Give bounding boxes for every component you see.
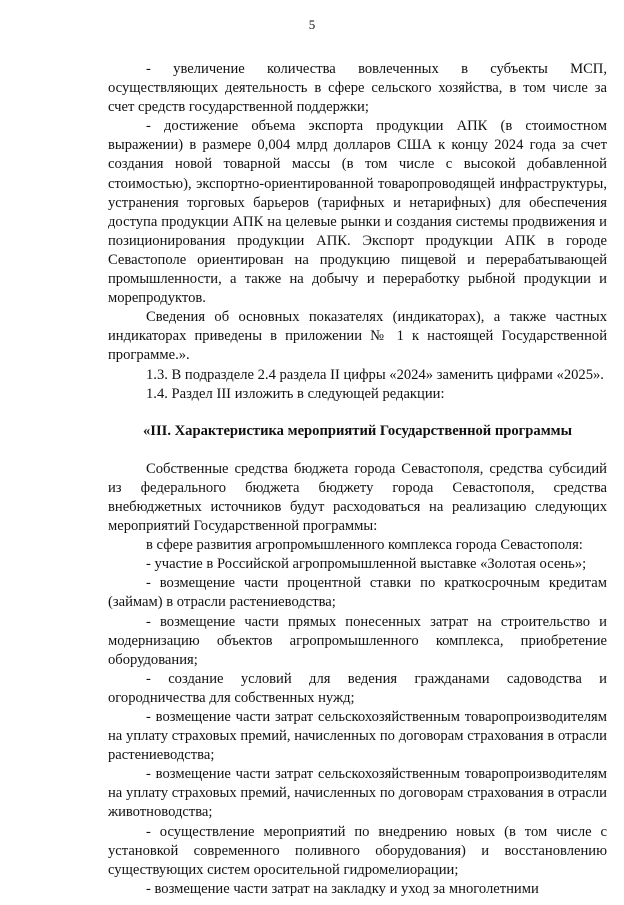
paragraph: 1.3. В подразделе 2.4 раздела II цифры «2024» заменить цифрами «2025». — [146, 366, 604, 383]
paragraph: Собственные средства бюджета города Севастополя, средства субсидий из федерального бюджета бюджету города Севастополя, средства внебюджетных источников будут расходоваться на реализацию следующих мероприятий Государственной программы: — [108, 460, 607, 535]
list-item: - возмещение части затрат сельскохозяйственным товаропроизводителям на уплату страховых премий, начисленных по договорам страхования в отрасли животноводства; — [108, 766, 607, 821]
paragraph: Сведения об основных показателях (индикаторах), а также частных индикаторах приведены в приложении № 1 к настоящей Государственной программе.». — [108, 309, 607, 364]
list-item: - участие в Российской агропромышленной выставке «Золотая осень»; — [146, 556, 587, 573]
paragraph: в сфере развития агропромышленного комплекса города Севастополя: — [146, 537, 583, 554]
paragraph: - достижение объема экспорта продукции АПК (в стоимостном выражении) в размере 0,004 млрд долларов США к концу 2024 года за счет создания новой товарной массы (в том числе с высокой добавленной стоимостью), экспортно-ориентированной товаропроводящей инфраструктуры, устранения торговых барьеров (тарифных и нетарифных) для обеспечения доступа продукции АПК на целевые рынки и создания системы продвижения и позиционирования продукции АПК. Экспорт продукции АПК в городе Севастополе ориентирован на продукцию пищевой и перерабатывающей промышленности, а также на добычу и переработку рыбной продукции и морепродуктов. — [108, 118, 607, 307]
list-item: - осуществление мероприятий по внедрению новых (в том числе с установкой современного поливного оборудования) и восстановлению существующих систем оросительной гидромелиорации; — [108, 823, 607, 878]
list-item: - возмещение части затрат на закладку и уход за многолетними — [146, 880, 539, 897]
list-item: - создание условий для ведения гражданами садоводства и огородничества для собственных нужд; — [108, 670, 607, 706]
list-item: - возмещение части процентной ставки по краткосрочным кредитам (займам) в отрасли растениеводства; — [108, 575, 607, 611]
document-body — [108, 60, 607, 899]
page-number: 5 — [308, 17, 316, 32]
list-item: - возмещение части прямых понесенных затрат на строительство и модернизацию объектов агропромышленного комплекса, приобретение оборудования; — [108, 613, 607, 668]
list-item: - возмещение части затрат сельскохозяйственным товаропроизводителям на уплату страховых премий, начисленных по договорам страхования в отрасли растениеводства; — [108, 709, 607, 764]
section-heading: «III. Характеристика мероприятий Государственной программы — [142, 422, 572, 439]
paragraph: 1.4. Раздел III изложить в следующей редакции: — [146, 385, 445, 402]
paragraph: - увеличение количества вовлеченных в субъекты МСП, осуществляющих деятельность в сфере сельского хозяйства, в том числе за счет средств государственной поддержки; — [108, 61, 607, 116]
